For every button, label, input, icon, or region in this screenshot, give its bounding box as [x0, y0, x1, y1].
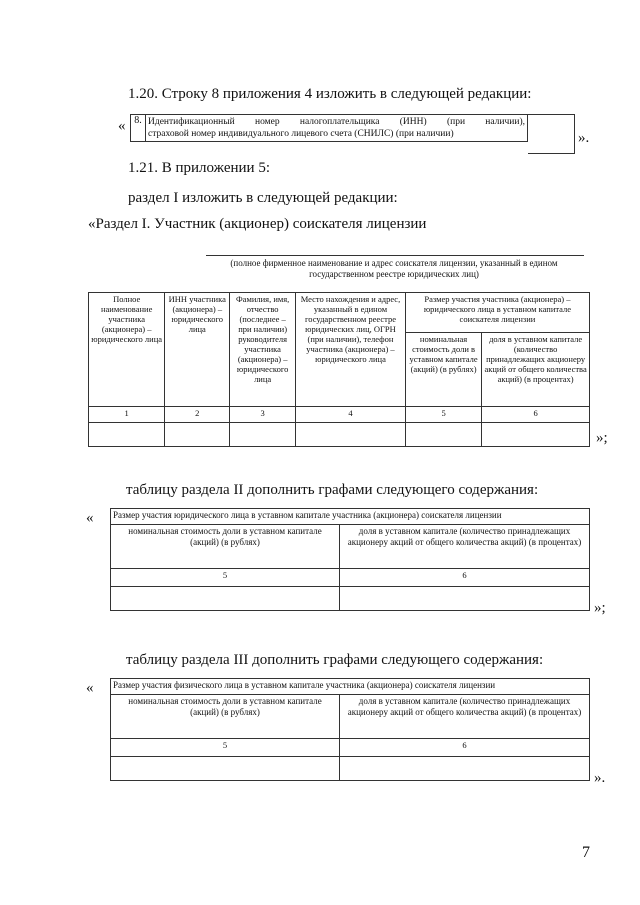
- row8-text: [146, 115, 528, 142]
- t1-empty-cell: [89, 423, 165, 447]
- section2-table: [110, 508, 590, 611]
- applicant-caption: [198, 258, 590, 280]
- row8-number: 8.: [131, 115, 146, 142]
- t3-end-quote: ».: [594, 770, 606, 786]
- t2-header-nominal: номинальная стоимость доли в уставном капитале (акций) (в рублях): [111, 525, 340, 569]
- t1-col-num: 4: [296, 407, 406, 423]
- section1-title: «Раздел I. Участник (акционер) соискателя лицензии: [88, 216, 427, 232]
- applicant-caption-line2: государственном реестре юридических лиц): [309, 269, 479, 279]
- t1-col-num: 2: [165, 407, 230, 423]
- t1-empty-cell: [405, 423, 481, 447]
- t2-empty-cell: [340, 587, 590, 611]
- row8-text-line1: Идентификационный номер налогоплательщика (ИНН) (при наличии),: [148, 117, 525, 127]
- t1-header-address: Место нахождения и адрес, указанный в едином государственном реестре юридических лиц, ОГРН (при наличии), телефон участника (акционера) – юридического лица: [296, 293, 406, 407]
- open-quote: «: [118, 118, 126, 134]
- t1-empty-cell: [482, 423, 590, 447]
- page-number: 7: [582, 844, 590, 861]
- t3-col-num: 5: [111, 739, 340, 757]
- t1-end-quote: »;: [596, 430, 608, 446]
- row8-table: [130, 114, 528, 142]
- t2-col-num: 6: [340, 569, 590, 587]
- row8-end-quote: ».: [578, 130, 590, 146]
- t2-header-share: доля в уставном капитале (количество принадлежащих акционеру акций от общего количества акций) (в процентах): [340, 525, 590, 569]
- applicant-caption-line1: (полное фирменное наименование и адрес соискателя лицензии, указанный в едином: [230, 258, 558, 268]
- section1-intro: раздел I изложить в следующей редакции:: [128, 190, 398, 206]
- t1-empty-cell: [165, 423, 230, 447]
- t3-col-num: 6: [340, 739, 590, 757]
- t1-empty-cell: [230, 423, 296, 447]
- t2-empty-cell: [111, 587, 340, 611]
- section3-table: [110, 678, 590, 781]
- t1-header-head: Фамилия, имя, отчество (последнее – при наличии) руководителя участника (акционера) – юридического лица: [230, 293, 296, 407]
- t3-title: Размер участия физического лица в уставном капитале участника (акционера) соискателя лицензии: [111, 679, 590, 695]
- t2-end-quote: »;: [594, 600, 606, 616]
- t1-header-name: Полное наименование участника (акционера) – юридического лица: [89, 293, 165, 407]
- paragraph-1-20: 1.20. Строку 8 приложения 4 изложить в следующей редакции:: [128, 86, 532, 102]
- t3-header-nominal: номинальная стоимость доли в уставном капитале (акций) (в рублях): [111, 695, 340, 739]
- t1-empty-cell: [296, 423, 406, 447]
- section3-intro: таблицу раздела III дополнить графами следующего содержания:: [126, 652, 544, 668]
- t1-header-share: доля в уставном капитале (количество принадлежащих акционеру акций от общего количества акций) (в процентах): [482, 333, 590, 407]
- t1-header-nominal: номинальная стоимость доли в уставном капитале (акций) (в рублях): [405, 333, 481, 407]
- t1-col-num: 5: [405, 407, 481, 423]
- t3-empty-cell: [340, 757, 590, 781]
- t1-col-num: 6: [482, 407, 590, 423]
- t2-col-num: 5: [111, 569, 340, 587]
- t3-open-quote: «: [86, 680, 94, 696]
- section1-table: [88, 292, 590, 447]
- paragraph-1-21: 1.21. В приложении 5:: [128, 160, 270, 176]
- t1-header-inn: ИНН участника (акционера) – юридического лица: [165, 293, 230, 407]
- t1-header-participation: Размер участия участника (акционера) – юридического лица в уставном капитале соискателя лицензии: [405, 293, 589, 333]
- row8-text-line2: страховой номер индивидуального лицевого счета (СНИЛС) (при наличии): [148, 129, 454, 139]
- section2-intro: таблицу раздела II дополнить графами следующего содержания:: [126, 482, 539, 498]
- t2-title: Размер участия юридического лица в уставном капитале участника (акционера) соискателя лицензии: [111, 509, 590, 525]
- t1-col-num: 3: [230, 407, 296, 423]
- row8-tail-cell: [528, 114, 575, 154]
- t3-empty-cell: [111, 757, 340, 781]
- t3-header-share: доля в уставном капитале (количество принадлежащих акционеру акций от общего количества акций) (в процентах): [340, 695, 590, 739]
- t2-open-quote: «: [86, 510, 94, 526]
- t1-col-num: 1: [89, 407, 165, 423]
- applicant-line: [206, 255, 584, 256]
